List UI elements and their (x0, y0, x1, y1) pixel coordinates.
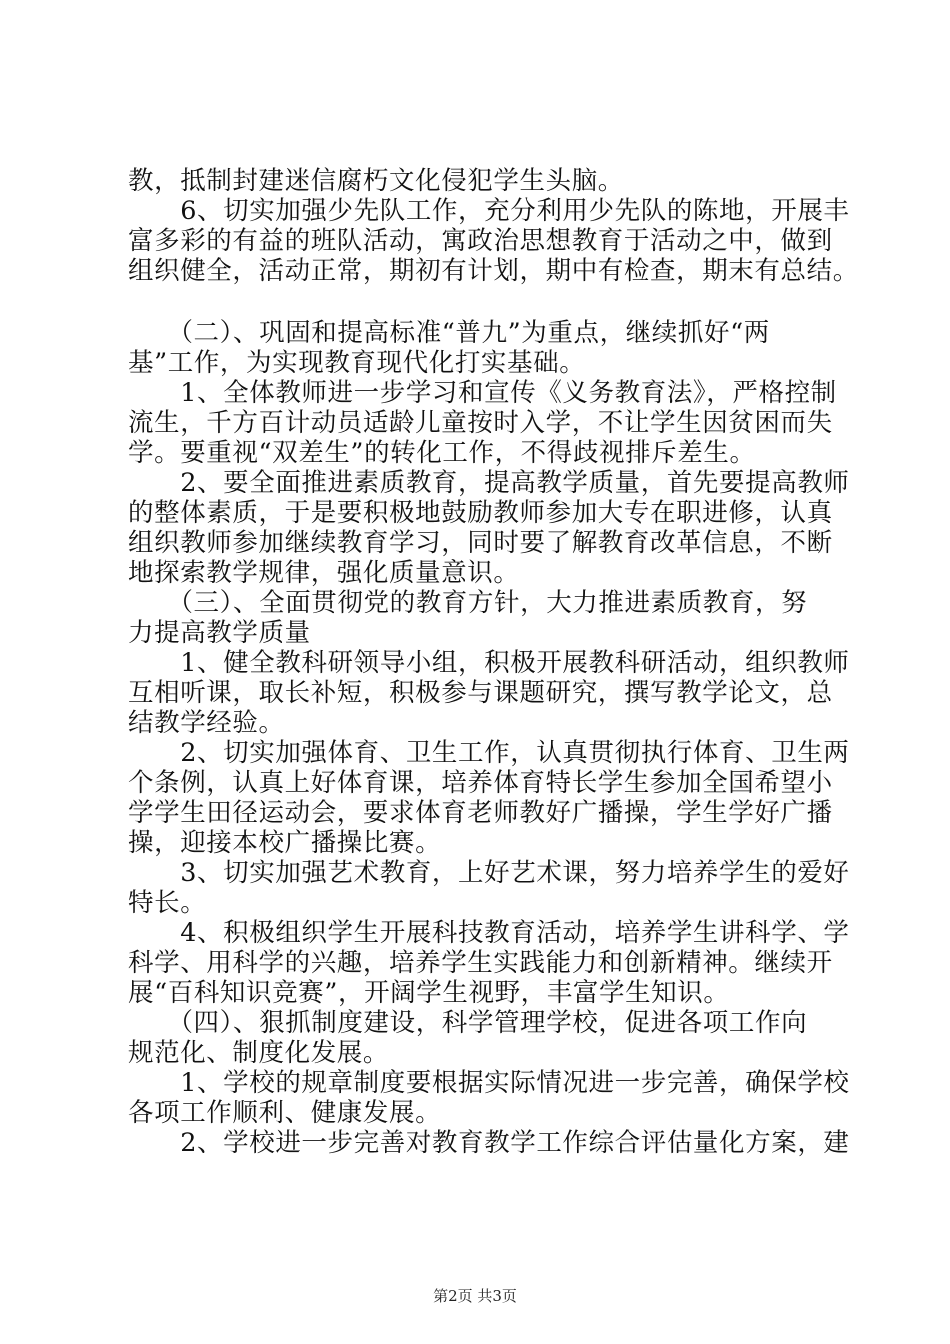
section-heading: （二）、巩固和提高标准“普九”为重点，继续抓好“两 (128, 318, 770, 348)
text-line: 3、切实加强艺术教育，上好艺术课，努力培养学生的爱好 (128, 858, 850, 888)
text-line: 2、切实加强体育、卫生工作，认真贯彻执行体育、卫生两 (128, 738, 850, 768)
text-line: 组织教师参加继续教育学习，同时要了解教育改革信息，不断 (128, 528, 833, 558)
text-line: 展“百科知识竞赛”，开阔学生视野，丰富学生知识。 (128, 978, 730, 1008)
text-line: 2、要全面推进素质教育，提高教学质量，首先要提高教师 (128, 468, 850, 498)
text-line: 地探索教学规律，强化质量意识。 (128, 558, 520, 588)
text-line: 组织健全，活动正常，期初有计划，期中有检查，期末有总结。 (128, 256, 859, 286)
text-line: 科学、用科学的兴趣，培养学生实践能力和创新精神。继续开 (128, 948, 833, 978)
text-line: 结教学经验。 (128, 708, 285, 738)
page-number-footer: 第2页 共3页 (433, 1287, 517, 1305)
text-line: 的整体素质，于是要积极地鼓励教师参加大专在职进修，认真 (128, 498, 833, 528)
text-line: 富多彩的有益的班队活动，寓政治思想教育于活动之中，做到 (128, 226, 833, 256)
text-line: 特长。 (128, 888, 207, 918)
text-line: 流生，千方百计动员适龄儿童按时入学，不让学生因贫困而失 (128, 408, 833, 438)
paragraph-gap (128, 286, 828, 318)
text-line: 学学生田径运动会，要求体育老师教好广播操，学生学好广播 (128, 798, 833, 828)
text-line: 6、切实加强少先队工作，充分利用少先队的陈地，开展丰 (128, 196, 850, 226)
section-heading: （三）、全面贯彻党的教育方针，大力推进素质教育，努 (128, 588, 808, 618)
section-heading: （四）、狠抓制度建设，科学管理学校，促进各项工作向 (128, 1008, 808, 1038)
text-line: 1、全体教师进一步学习和宣传《义务教育法》，严格控制 (128, 378, 837, 408)
text-line: 学。要重视“双差生”的转化工作，不得歧视排斥差生。 (128, 438, 756, 468)
text-line: 1、学校的规章制度要根据实际情况进一步完善，确保学校 (128, 1068, 850, 1098)
text-line: 教，抵制封建迷信腐朽文化侵犯学生头脑。 (128, 166, 624, 196)
text-line: 1、健全教科研领导小组，积极开展教科研活动，组织教师 (128, 648, 850, 678)
text-line: 互相听课，取长补短，积极参与课题研究，撰写教学论文，总 (128, 678, 833, 708)
section-heading: 力提高教学质量 (128, 618, 311, 648)
text-line: 2、学校进一步完善对教育教学工作综合评估量化方案，建 (128, 1128, 850, 1158)
text-line: 操，迎接本校广播操比赛。 (128, 828, 442, 858)
section-heading: 规范化、制度化发展。 (128, 1038, 390, 1068)
text-line: 个条例，认真上好体育课，培养体育特长学生参加全国希望小 (128, 768, 833, 798)
text-line: 4、积极组织学生开展科技教育活动，培养学生讲科学、学 (128, 918, 850, 948)
text-line: 各项工作顺利、健康发展。 (128, 1098, 442, 1128)
section-heading: 基”工作，为实现教育现代化打实基础。 (128, 348, 586, 378)
document-body (128, 166, 859, 1158)
